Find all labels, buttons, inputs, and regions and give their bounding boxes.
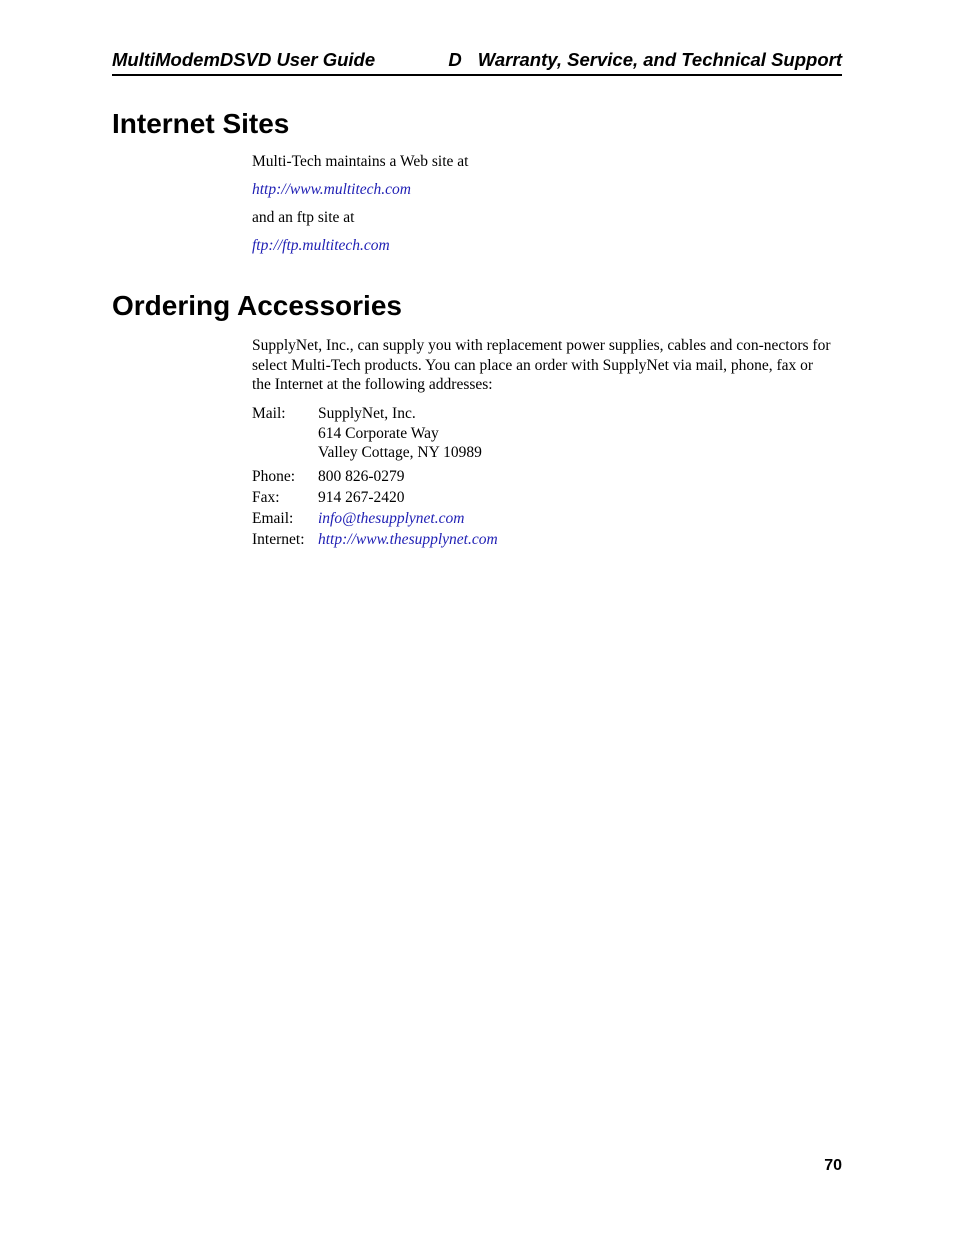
web-url-link[interactable]: http://www.multitech.com [252,181,412,198]
internet-sites-heading: Internet Sites [112,108,290,139]
chapter-title [448,49,842,71]
internet-link[interactable]: http://www.thesupplynet.com [318,531,498,548]
web-intro: Multi-Tech maintains a Web site at [252,153,469,170]
ftp-intro: and an ftp site at [252,209,355,226]
internet-label: Internet: [252,531,305,548]
phone-value: 800 826-0279 [318,468,405,485]
appendix-title: Warranty, Service, and Technical Support [477,49,842,70]
mail-line-company: SupplyNet, Inc. [318,405,416,422]
mail-label: Mail: [252,405,286,422]
mail-address [318,404,482,463]
email-link[interactable]: info@thesupplynet.com [318,510,465,527]
phone-label: Phone: [252,468,296,485]
email-label: Email: [252,510,294,527]
ftp-url-link[interactable]: ftp://ftp.multitech.com [252,237,390,254]
page-number: 70 [824,1157,842,1174]
ordering-accessories-heading: Ordering Accessories [112,290,402,321]
web-url-line [252,180,411,200]
fax-label: Fax: [252,489,280,506]
mail-line-city: Valley Cottage, NY 10989 [318,444,482,461]
fax-value: 914 267-2420 [318,489,405,506]
ordering-body: SupplyNet, Inc., can supply you with replacement power supplies, cables and con-nectors for select Multi-Tech products. You can place an order with SupplyNet via mail, phone, fax or the Internet at the following addresses: [252,337,831,393]
guide-title: MultiModemDSVD User Guide [112,49,376,70]
ftp-url-line [252,236,390,256]
running-header [112,48,842,76]
mail-line-street: 614 Corporate Way [318,424,439,442]
appendix-letter: D [448,49,462,70]
